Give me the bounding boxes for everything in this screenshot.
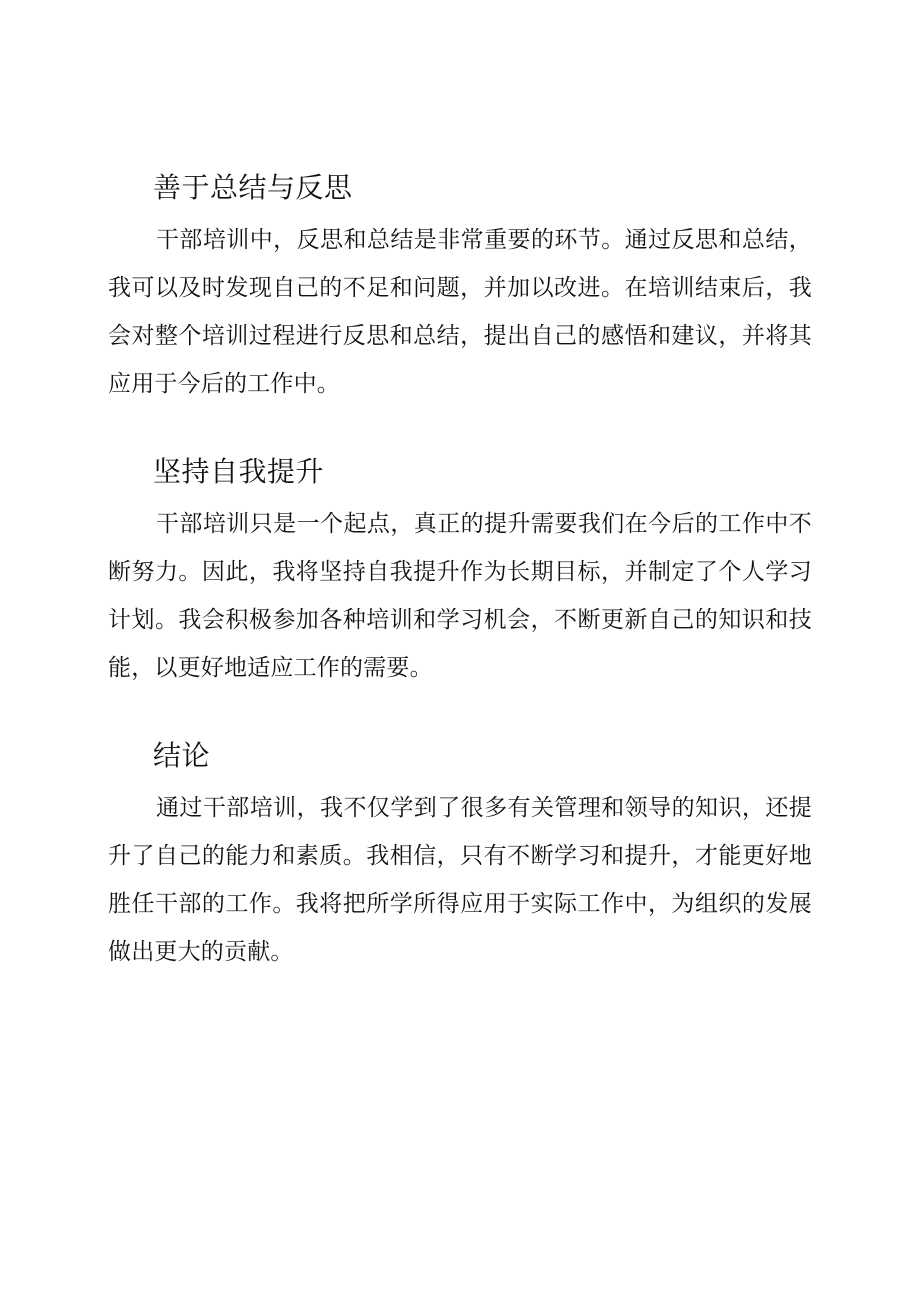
section-reflection (108, 168, 812, 408)
section-paragraph: 干部培训中，反思和总结是非常重要的环节。通过反思和总结，我可以及时发现自己的不足和问题，并加以改进。在培训结束后，我会对整个培训过程进行反思和总结，提出自己的感悟和建议，并将其应用于今后的工作中。 (108, 227, 812, 397)
section-heading: 善于总结与反思 (153, 171, 353, 204)
section-self-improvement (108, 452, 812, 692)
section-heading: 坚持自我提升 (153, 455, 325, 488)
section-heading: 结论 (153, 739, 211, 772)
section-conclusion (108, 736, 812, 976)
section-paragraph: 通过干部培训，我不仅学到了很多有关管理和领导的知识，还提升了自己的能力和素质。我相信，只有不断学习和提升，才能更好地胜任干部的工作。我将把所学所得应用于实际工作中，为组织的发展做出更大的贡献。 (108, 795, 812, 965)
section-paragraph: 干部培训只是一个起点，真正的提升需要我们在今后的工作中不断努力。因此，我将坚持自我提升作为长期目标，并制定了个人学习计划。我会积极参加各种培训和学习机会，不断更新自己的知识和技能，以更好地适应工作的需要。 (108, 511, 812, 681)
